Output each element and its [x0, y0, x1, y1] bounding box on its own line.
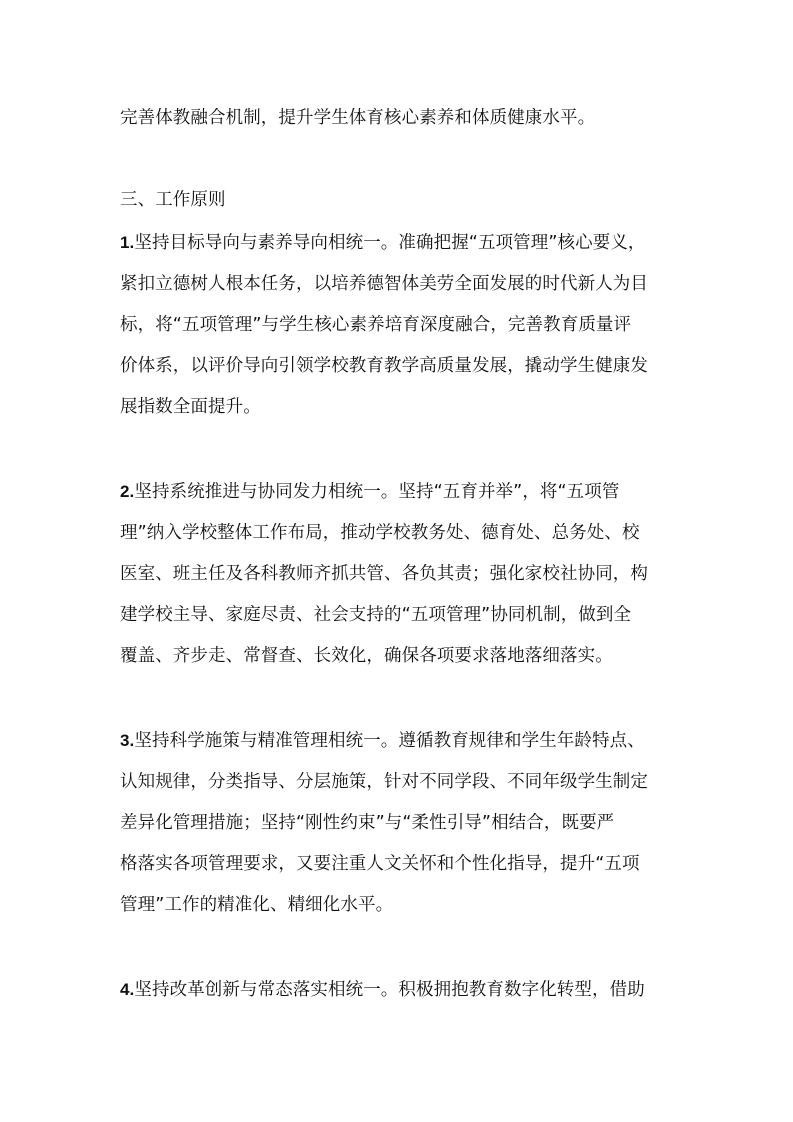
line-text: 坚持系统推进与协同发力相统一。坚持“五育并举”，将“五项管 [134, 482, 620, 502]
paragraph-line [120, 768, 680, 796]
paragraph-line [120, 104, 680, 132]
paragraph-line [120, 601, 680, 629]
paragraph-line [120, 850, 680, 878]
paragraph-line [120, 393, 680, 421]
item-number: 4. [120, 980, 135, 999]
line-text: 认知规律，分类指导、分层施策，针对不同学段、不同年级学生制定 [120, 772, 648, 792]
line-text: 覆盖、齐步走、常督查、长效化，确保各项要求落地落细落实。 [120, 646, 613, 666]
item-number: 3. [120, 731, 135, 750]
paragraph-line [120, 560, 680, 588]
paragraph-line [120, 352, 680, 380]
principle-1-line [120, 229, 680, 257]
principle-3-line [120, 727, 680, 755]
line-text: 坚持改革创新与常态落实相统一。积极拥抱教育数字化转型，借助 [134, 980, 645, 1000]
line-text: 理”纳入学校整体工作布局，推动学校教务处、德育处、总务处、校 [120, 523, 640, 543]
principle-2-line [120, 478, 680, 506]
paragraph-line [120, 642, 680, 670]
paragraph-line [120, 891, 680, 919]
line-text: 建学校主导、家庭尽责、社会支持的“五项管理”协同机制，做到全 [120, 605, 632, 625]
line-text: 坚持目标导向与素养导向相统一。准确把握“五项管理”核心要义， [134, 233, 646, 253]
line-text: 格落实各项管理要求，又要注重人文关怀和个性化指导，提升“五项 [120, 854, 640, 874]
paragraph-line [120, 519, 680, 547]
line-text: 紧扣立德树人根本任务，以培养德智体美劳全面发展的时代新人为目 [120, 274, 648, 294]
line-text: 价体系，以评价导向引领学校教育教学高质量发展，撬动学生健康发 [120, 356, 648, 376]
line-text: 完善体教融合机制，提升学生体育核心素养和体质健康水平。 [120, 108, 596, 128]
item-number: 1. [120, 233, 135, 252]
item-number: 2. [120, 482, 135, 501]
paragraph-line [120, 311, 680, 339]
line-text: 三、工作原则 [120, 190, 226, 210]
line-text: 坚持科学施策与精准管理相统一。遵循教育规律和学生年龄特点、 [134, 731, 645, 751]
line-text: 展指数全面提升。 [120, 397, 261, 417]
line-text: 差异化管理措施；坚持“刚性约束”与“柔性引导”相结合，既要严 [120, 813, 615, 833]
paragraph-line [120, 270, 680, 298]
principle-4-line [120, 976, 680, 1004]
line-text: 标，将“五项管理”与学生核心素养培育深度融合，完善教育质量评 [120, 315, 632, 335]
line-text: 医室、班主任及各科教师齐抓共管、各负其责；强化家校社协同，构 [120, 564, 648, 584]
line-text: 管理”工作的精准化、精细化水平。 [120, 895, 394, 915]
paragraph-line [120, 809, 680, 837]
section-heading [120, 186, 680, 214]
